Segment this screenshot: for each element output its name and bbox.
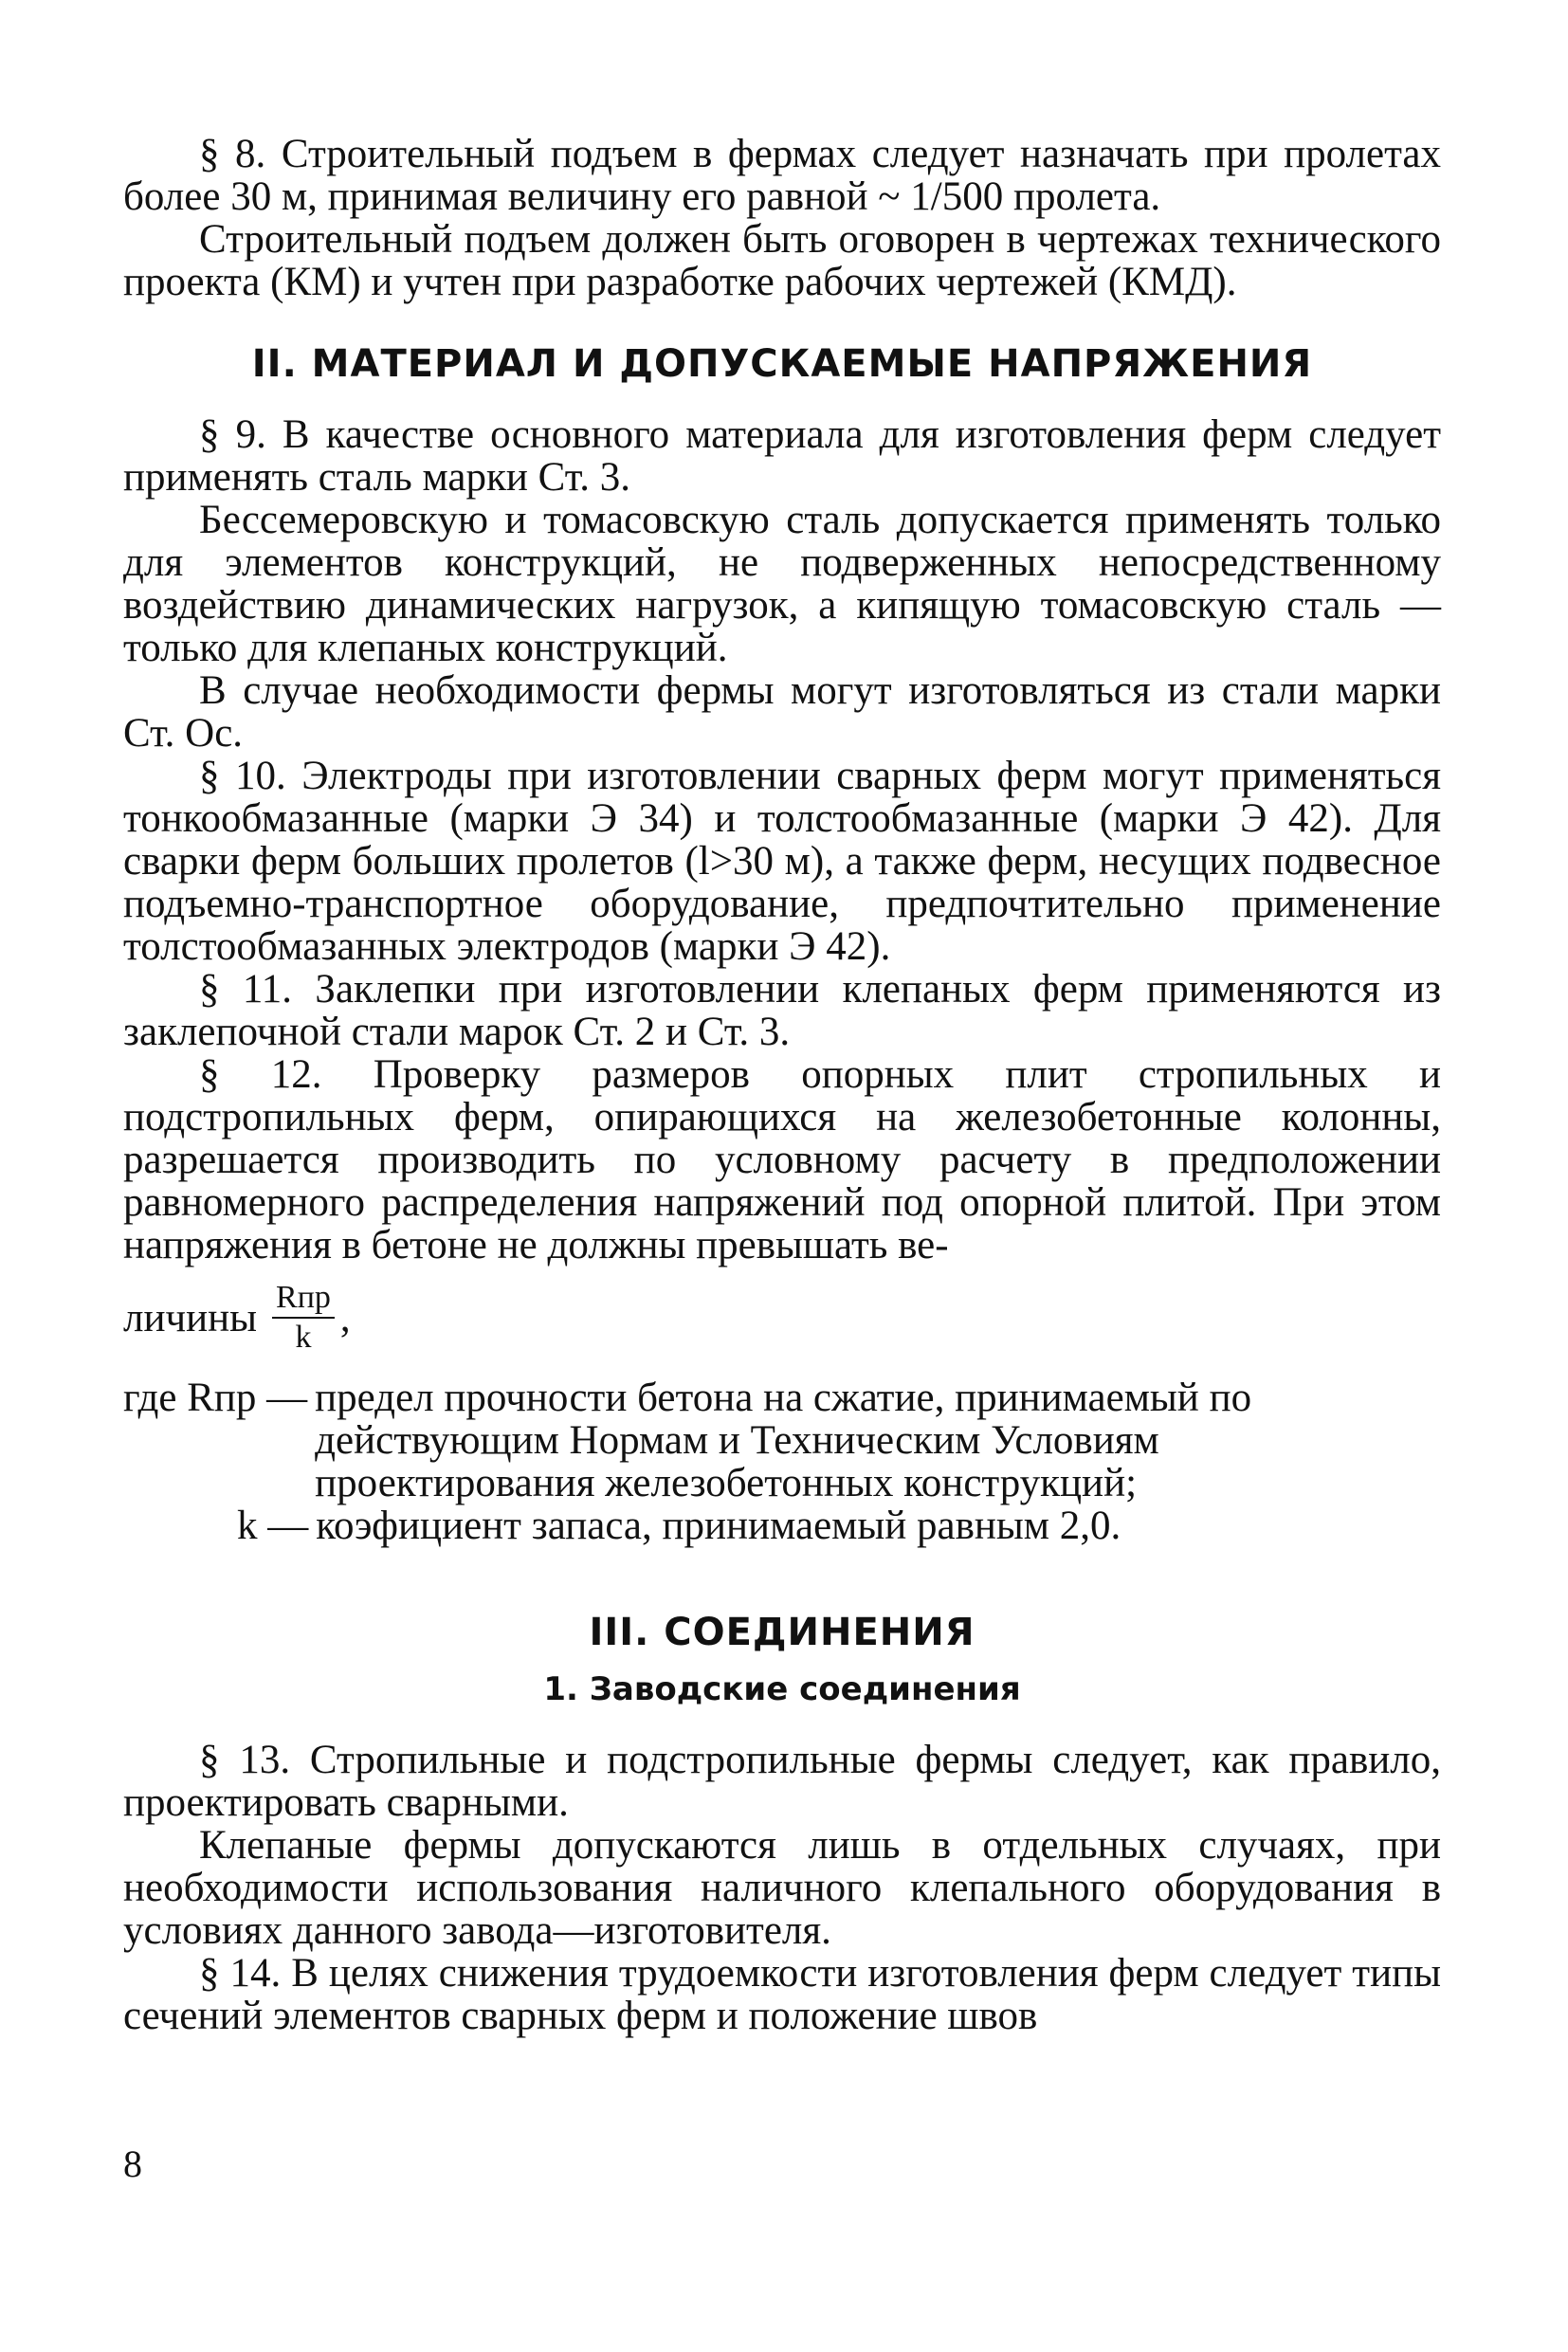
- paragraph-13-riveted: Клепаные фермы допускаются лишь в отдельных случаях, при необходимости использования наличного клепального оборудования в условиях данного завода—изготовителя.: [123, 1823, 1441, 1953]
- definition-term: где Rпр —: [123, 1376, 308, 1420]
- definition-text: коэфициент запаса, принимаемый равным 2,0.: [316, 1504, 1121, 1548]
- fraction-numerator: Rпр: [272, 1281, 335, 1319]
- section-heading-joints: III. СОЕДИНЕНИЯ: [589, 1611, 975, 1654]
- paragraph-10: § 10. Электроды при изготовлении сварных ферм могут применяться тонкообмазанные (марки Э 34) и толстообмазанные (марки Э 42). Для сварки ферм больших пролетов (l>30 м), а также ферм, несущих подвесное подъемно-транспортное оборудование, предпочтительно применение толстообмазанных электродов (марки Э 42).: [123, 754, 1441, 969]
- section-heading-materials: II. МАТЕРИАЛ И ДОПУСКАЕМЫЕ НАПРЯЖЕНИЯ: [251, 342, 1313, 386]
- document-page: [123, 133, 1441, 2313]
- paragraph-8-continued: Строительный подъем должен быть оговорен в чертежах технического проекта (КМ) и учтен при разработке рабочих чертежей (КМД).: [123, 217, 1441, 304]
- subsection-heading-factory-joints: 1. Заводские соединения: [543, 1670, 1021, 1708]
- paragraph-12: § 12. Проверку размеров опорных плит стропильных и подстропильных ферм, опирающихся на железобетонные колонны, разрешается производить по условному расчету в предположении равномерного распределения напряжений под опорной плитой. При этом напряжения в бетоне не должны превышать ве-: [123, 1052, 1441, 1267]
- definition-term: k —: [237, 1504, 309, 1548]
- paragraph-9: § 9. В качестве основного материала для изготовления ферм следует применять сталь марки Ст. 3.: [123, 412, 1441, 500]
- paragraph-8: § 8. Строительный подъем в фермах следует назначать при пролетах более 30 м, принимая величину его равной ~ 1/500 пролета.: [123, 132, 1441, 219]
- paragraph-9-bessemer: Бессемеровскую и томасовскую сталь допускается применять только для элементов конструкций, не подверженных непосредственному воздействию динамических нагрузок, а кипящую томасовскую сталь — только для клепаных конструкций.: [123, 498, 1441, 670]
- paragraph-9-case: В случае необходимости фермы могут изготовляться из стали марки Ст. Ос.: [123, 668, 1441, 756]
- paragraph-13: § 13. Стропильные и подстропильные фермы следует, как правило, проектировать сварными.: [123, 1738, 1441, 1825]
- definition-text: предел прочности бетона на сжатие, принимаемый по действующим Нормам и Техническим Условиям проектирования железобетонных конструкций;: [315, 1376, 1252, 1505]
- definition-k: [123, 1504, 1441, 1547]
- formula-line: [123, 1270, 1441, 1365]
- fraction-denominator: k: [295, 1320, 312, 1355]
- fraction: [272, 1281, 335, 1355]
- formula-suffix: ,: [339, 1295, 351, 1340]
- formula-prefix: личины: [123, 1295, 258, 1340]
- page-number: 8: [123, 2142, 142, 2185]
- paragraph-14: § 14. В целях снижения трудоемкости изготовления ферм следует типы сечений элементов сварных ферм и положение швов: [123, 1951, 1441, 2038]
- definition-rpr: [123, 1377, 1441, 1504]
- paragraph-11: § 11. Заклепки при изготовлении клепаных ферм применяются из заклепочной стали марок Ст. 2 и Ст. 3.: [123, 967, 1441, 1054]
